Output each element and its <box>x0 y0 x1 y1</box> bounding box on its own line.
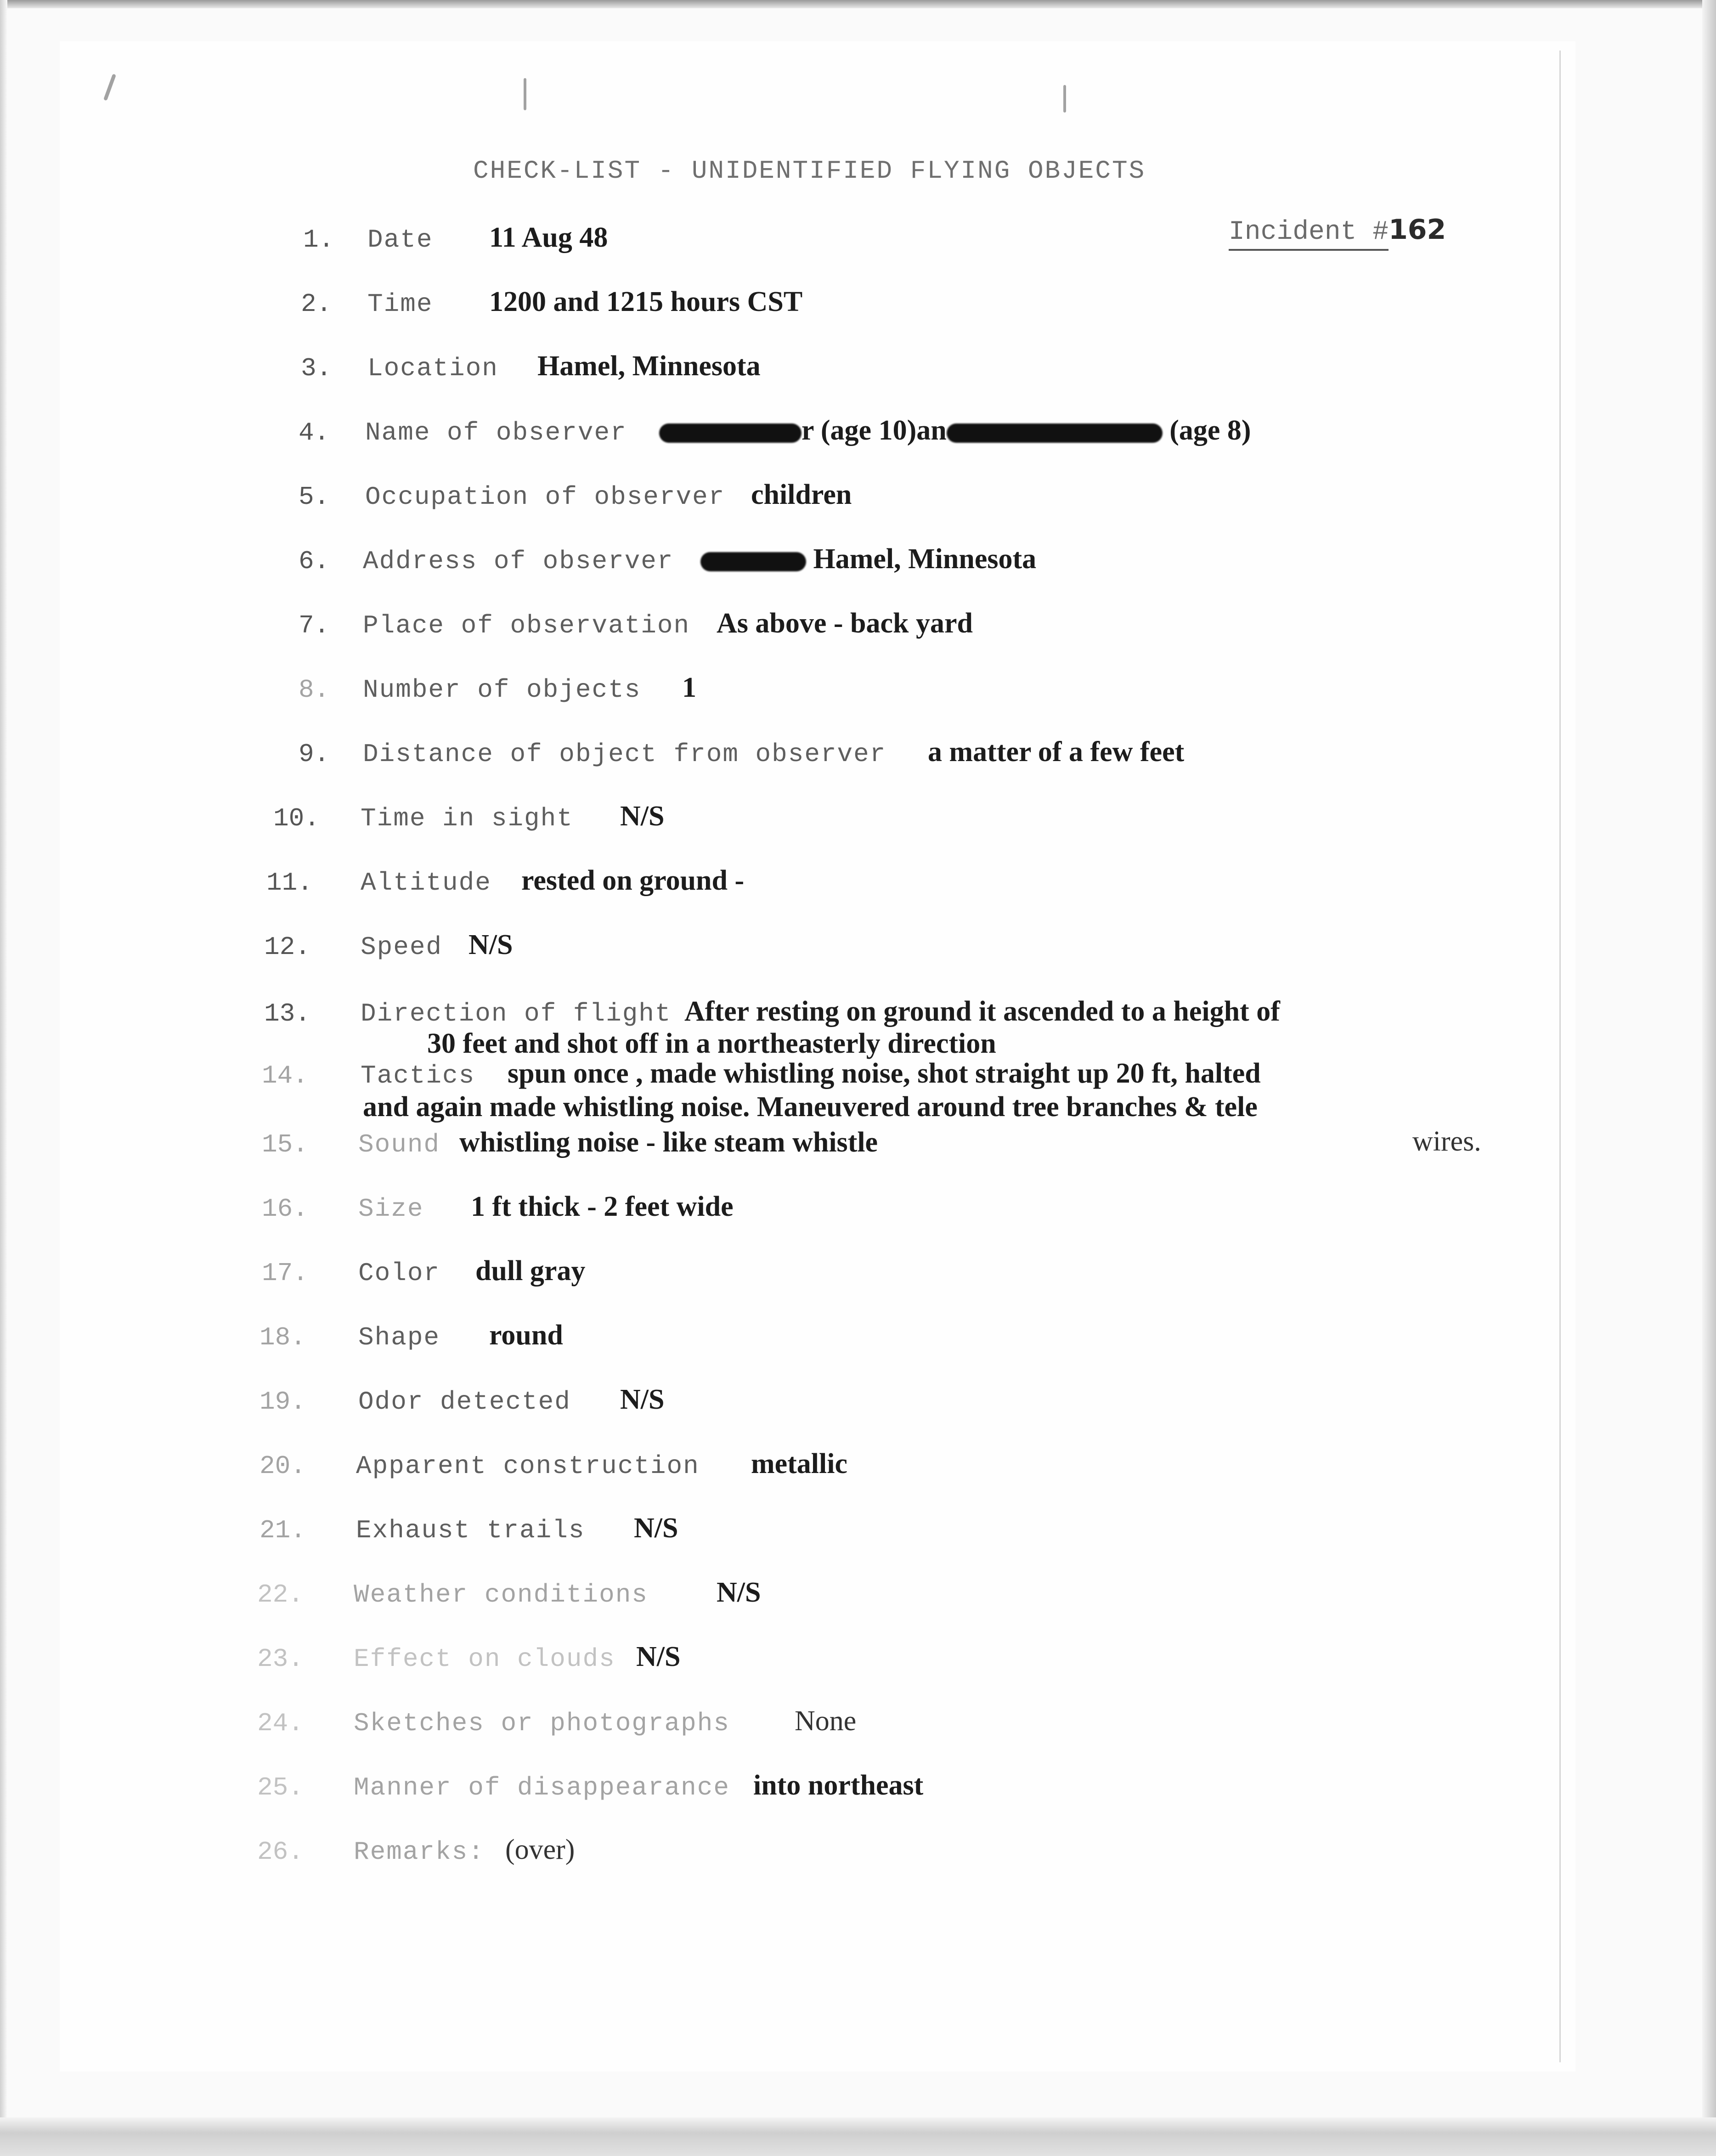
item-value-continued: 30 feet and shot off in a northeasterly direction <box>427 1028 996 1059</box>
item-value-address <box>700 543 1036 576</box>
observer-two-age: (age 8) <box>1169 415 1251 446</box>
item-label: Date <box>367 225 433 254</box>
item-number: 8. <box>299 675 330 705</box>
item-label: Size <box>358 1194 424 1224</box>
incident-value: 162 <box>1389 214 1446 246</box>
item-number: 16. <box>262 1194 308 1224</box>
item-number: 1. <box>303 225 334 254</box>
item-value-continued: and again made whistling noise. Maneuvered around tree branches & tele <box>363 1091 1258 1123</box>
item-value: 1 ft thick - 2 feet wide <box>471 1191 734 1222</box>
item-value: children <box>751 479 852 510</box>
item-value: 1200 and 1215 hours CST <box>489 286 803 317</box>
item-number: 26. <box>257 1837 304 1867</box>
observer-conjunction: an <box>916 415 947 446</box>
item-label: Direction of flight <box>361 999 672 1028</box>
item-number: 4. <box>299 418 330 447</box>
item-value: 11 Aug 48 <box>489 222 608 253</box>
incident-label: Incident # <box>1229 217 1389 251</box>
item-value: N/S <box>620 1384 665 1415</box>
item-label: Altitude <box>361 868 491 897</box>
incident-number <box>1229 214 1446 247</box>
item-value: N/S <box>717 1577 761 1608</box>
item-value: N/S <box>636 1641 681 1672</box>
item-value: metallic <box>751 1448 848 1479</box>
speck-mark <box>524 78 526 110</box>
item-value: 1 <box>682 672 696 703</box>
item-value: a matter of a few feet <box>928 736 1185 768</box>
item-value: dull gray <box>475 1255 586 1287</box>
item-number: 21. <box>260 1516 306 1545</box>
item-label: Address of observer <box>363 547 674 576</box>
item-label: Occupation of observer <box>365 482 725 512</box>
item-label: Color <box>358 1259 440 1288</box>
item-value: N/S <box>620 801 665 832</box>
item-label: Shape <box>358 1323 440 1352</box>
item-number: 7. <box>299 611 330 640</box>
item-label: Manner of disappearance <box>354 1773 730 1802</box>
item-number: 24. <box>257 1709 304 1738</box>
item-label: Place of observation <box>363 611 690 640</box>
item-label: Distance of object from observer <box>363 739 886 769</box>
item-label: Time <box>367 289 433 319</box>
item-number: 11. <box>266 868 313 897</box>
item-label: Weather conditions <box>354 1580 648 1609</box>
item-number: 22. <box>257 1580 304 1609</box>
photo-edge-bottom <box>0 2117 1716 2156</box>
photo-edge-right <box>1702 0 1716 2156</box>
item-number: 5. <box>299 482 330 512</box>
item-label: Sound <box>358 1130 440 1159</box>
item-label: Location <box>367 354 498 383</box>
item-number: 3. <box>301 354 332 383</box>
item-label: Speed <box>361 932 443 962</box>
item-number: 13. <box>264 999 310 1028</box>
photo-edge-left <box>0 0 7 2156</box>
photo-edge-top <box>0 0 1716 8</box>
item-value: As above - back yard <box>717 608 973 639</box>
item-value: N/S <box>469 929 513 960</box>
item-number: 10. <box>273 804 320 833</box>
item-number: 9. <box>299 739 330 769</box>
item-value: into northeast <box>753 1770 924 1801</box>
item-value: After resting on ground it ascended to a height of <box>684 996 1280 1027</box>
document-title: CHECK-LIST - UNIDENTIFIED FLYING OBJECTS <box>473 156 1146 186</box>
item-number: 6. <box>299 547 330 576</box>
item-value: N/S <box>634 1513 678 1544</box>
item-label: Time in sight <box>361 804 573 833</box>
item-value: rested on ground - <box>521 865 745 896</box>
item-value: (over) <box>505 1834 575 1865</box>
speck-mark <box>1063 85 1066 113</box>
item-value-observers <box>659 414 1251 447</box>
item-value: spun once , made whistling noise, shot straight up 20 ft, halted <box>508 1058 1261 1089</box>
redaction-block <box>700 552 806 571</box>
item-number: 15. <box>262 1130 308 1159</box>
redaction-block <box>947 423 1163 443</box>
item-number: 14. <box>262 1061 308 1090</box>
item-label: Effect on clouds <box>354 1644 615 1674</box>
item-number: 2. <box>301 289 332 319</box>
item-value: whistling noise - like steam whistle <box>459 1127 878 1158</box>
redaction-block <box>659 423 802 443</box>
item-label: Number of objects <box>363 675 641 705</box>
item-value-continued: wires. <box>1412 1126 1481 1157</box>
item-label: Odor detected <box>358 1387 571 1417</box>
item-label: Name of observer <box>365 418 627 447</box>
item-label: Tactics <box>361 1061 475 1090</box>
item-number: 17. <box>262 1259 308 1288</box>
paper-edge-line <box>1559 51 1561 2062</box>
item-label: Exhaust trails <box>356 1516 585 1545</box>
item-value: None <box>795 1705 857 1737</box>
item-number: 20. <box>260 1451 306 1481</box>
item-number: 19. <box>260 1387 306 1417</box>
item-number: 12. <box>264 932 310 962</box>
item-number: 18. <box>260 1323 306 1352</box>
item-label: Remarks: <box>354 1837 485 1867</box>
item-number: 23. <box>257 1644 304 1674</box>
item-label: Apparent construction <box>356 1451 700 1481</box>
item-number: 25. <box>257 1773 304 1802</box>
item-label: Sketches or photographs <box>354 1709 730 1738</box>
observer-one-age: r (age 10) <box>802 415 917 446</box>
address-text: Hamel, Minnesota <box>813 543 1037 575</box>
item-value: Hamel, Minnesota <box>537 350 761 382</box>
item-value: round <box>489 1320 563 1351</box>
